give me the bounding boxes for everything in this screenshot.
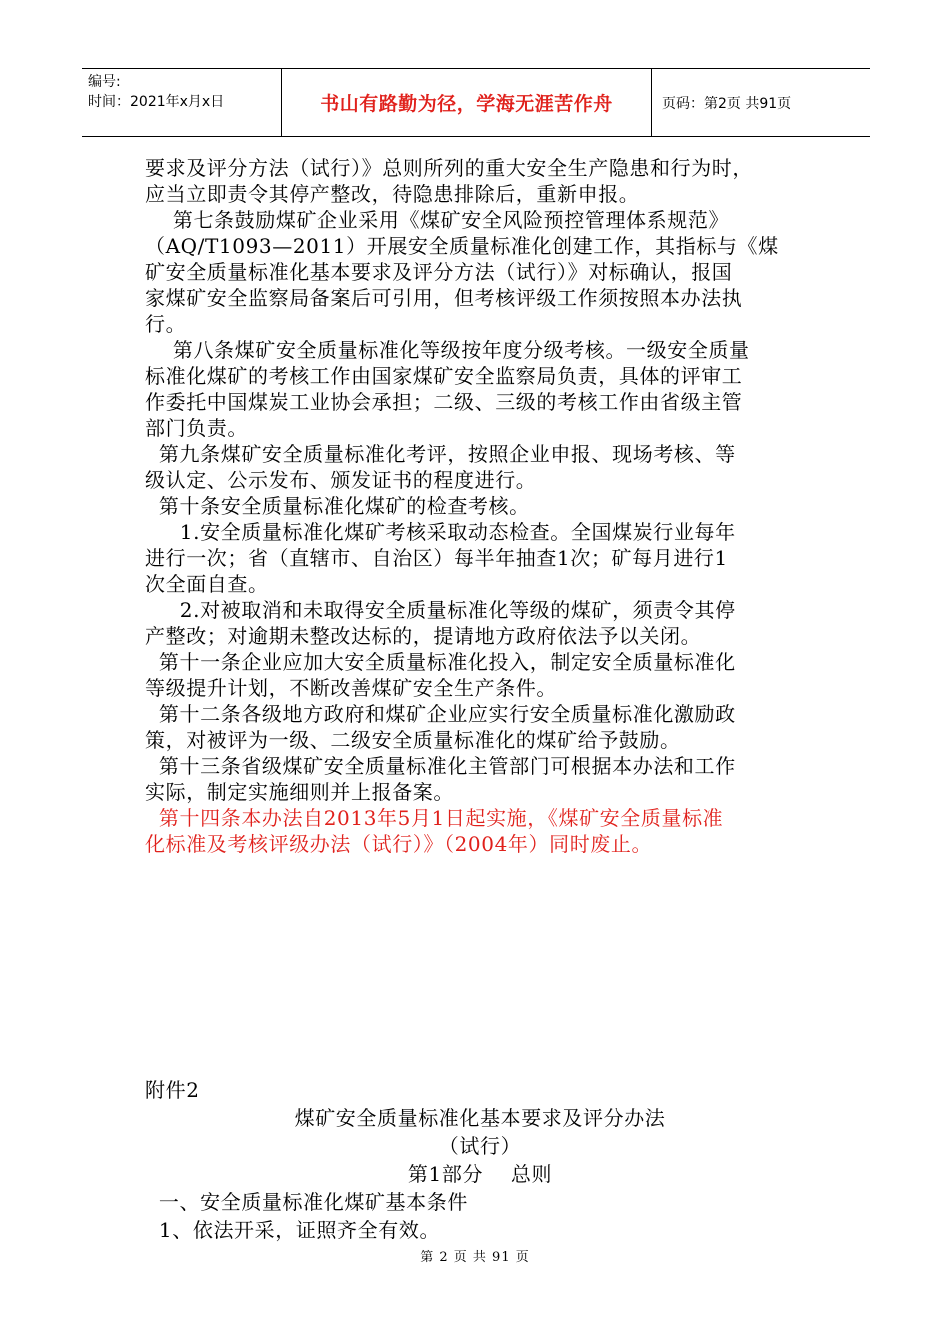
serial-number-label: 编号: (88, 74, 121, 90)
body-line: 策，对被评为一级、二级安全质量标准化的煤矿给予鼓励。 (145, 728, 681, 752)
body-line: 1.安全质量标准化煤矿考核采取动态检查。全国煤炭行业每年 (145, 520, 736, 544)
annex-title: 煤矿安全质量标准化基本要求及评分办法 (294, 1106, 666, 1130)
header-page-number: 页码：第2页 共91页 (662, 95, 792, 112)
body-line: 第十三条省级煤矿安全质量标准化主管部门可根据本办法和工作 (145, 754, 736, 778)
page-footer: 第 2 页 共 91 页 (420, 1250, 530, 1265)
body-line: （AQ/T1093—2011）开展安全质量标准化创建工作，其指标与《煤 (145, 234, 779, 258)
annex-subtitle: （试行） (438, 1134, 522, 1158)
section-heading: 一、安全质量标准化煤矿基本条件 (145, 1190, 468, 1214)
effective-date-line: 化标准及考核评级办法（试行）》（2004年）同时废止。 (145, 832, 653, 856)
header-motto: 书山有路勤为径，学海无涯苦作舟 (282, 69, 652, 136)
body-line: 次全面自查。 (145, 572, 269, 596)
body-line: 第七条鼓励煤矿企业采用《煤矿安全风险预控管理体系规范》 (145, 208, 730, 232)
body-line: 矿安全质量标准化基本要求及评分方法（试行）》对标确认，报国 (145, 260, 733, 284)
body-line: 级认定、公示发布、颁发证书的程度进行。 (145, 468, 537, 492)
body-line: 第十二条各级地方政府和煤矿企业应实行安全质量标准化激励政 (145, 702, 736, 726)
effective-date-line: 第十四条本办法自2013年5月1日起实施，《煤矿安全质量标准 (145, 806, 724, 830)
part-heading: 第1部分 总则 (407, 1162, 553, 1186)
body-line: 实际，制定实施细则并上报备案。 (145, 780, 454, 804)
body-line: 要求及评分方法（试行）》总则所列的重大安全生产隐患和行为时， (145, 156, 753, 180)
document-body (145, 155, 815, 857)
body-line: 标准化煤矿的考核工作由国家煤矿安全监察局负责，具体的评审工 (145, 364, 743, 388)
page-header (82, 68, 870, 137)
body-line: 2.对被取消和未取得安全质量标准化等级的煤矿，须责令其停 (145, 598, 736, 622)
body-line: 第十一条企业应加大安全质量标准化投入，制定安全质量标准化 (145, 650, 736, 674)
body-line: 作委托中国煤炭工业协会承担；二级、三级的考核工作由省级主管 (145, 390, 743, 414)
body-line: 第十条安全质量标准化煤矿的检查考核。 (145, 494, 530, 518)
body-line: 第八条煤矿安全质量标准化等级按年度分级考核。一级安全质量 (145, 338, 750, 362)
body-line: 进行一次；省（直辖市、自治区）每半年抽查1次；矿每月进行1 (145, 546, 728, 570)
body-line: 家煤矿安全监察局备案后可引用，但考核评级工作须按照本办法执 (145, 286, 743, 310)
body-line: 部门负责。 (145, 416, 248, 440)
annex-section (145, 1076, 815, 1244)
body-line: 应当立即责令其停产整改，待隐患排除后，重新申报。 (145, 182, 640, 206)
body-line: 产整改；对逾期未整改达标的，提请地方政府依法予以关闭。 (145, 624, 702, 648)
section-item: 1、依法开采，证照齐全有效。 (145, 1218, 441, 1242)
header-meta (82, 69, 282, 136)
date-label: 时间：2021年x月x日 (88, 94, 225, 110)
body-line: 第九条煤矿安全质量标准化考评，按照企业申报、现场考核、等 (145, 442, 736, 466)
body-line: 行。 (145, 312, 187, 336)
annex-label: 附件2 (145, 1078, 200, 1102)
body-line: 等级提升计划，不断改善煤矿安全生产条件。 (145, 676, 557, 700)
